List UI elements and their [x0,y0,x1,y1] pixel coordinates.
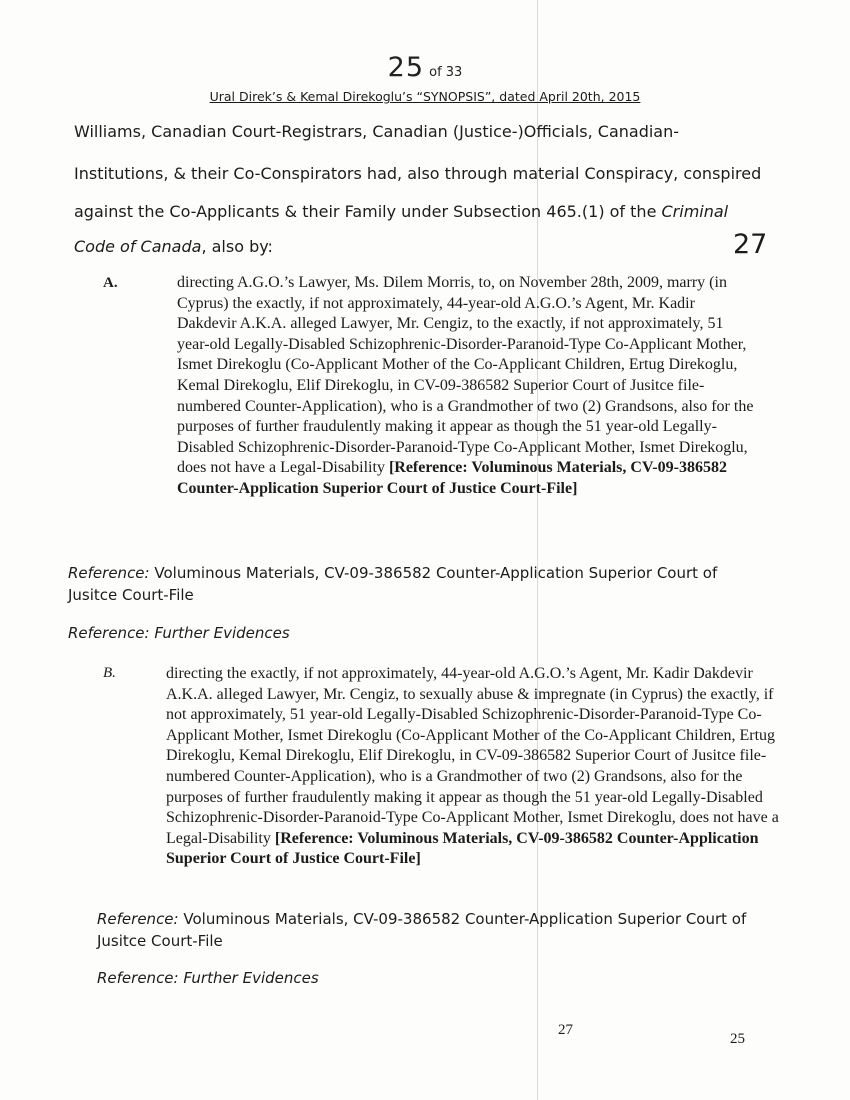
page-number-total: of 33 [429,65,463,80]
item-b-paragraph [166,664,792,870]
intro-line-4-tail: , also by: [201,237,273,256]
reference-b-1-label: Reference: [97,910,179,928]
item-a-text: directing A.G.O.’s Lawyer, Ms. Dilem Morris, to, on November 28th, 2009, marry (in Cyprus) the exactly, if not approximately, 44-year-old A.G.O.’s Agent, Mr. Kadir Dakdevir A.K.A. alleged Lawyer, Mr. Cengiz, to the exactly, if not approximately, 51 year-old Legally-Disabled Schizophrenic-Disorder-Paranoid-Type Co-Applicant Mother, Ismet Direkoglu (Co-Applicant Mother of the Co-Applicant Children, Ertug Direkoglu, Kemal Direkoglu, Elif Direkoglu, in CV-09-386582 Superior Court of Jusitce file-numbered Counter-Application), who is a Grandmother of two (2) Grandsons, also for the purposes of further fraudulently making it appear as though the 51 year-old Legally-Disabled Schizophrenic-Disorder-Paranoid-Type Co-Applicant Mother, Ismet Direkoglu, does not have a Legal-Disability [177,274,754,477]
item-a-paragraph [177,273,755,500]
intro-line-4 [74,237,273,256]
intro-line-3 [74,202,728,221]
reference-a-2-text: Further Evidences [154,624,290,642]
reference-b-2 [97,968,319,990]
item-a-bold-reference: [Reference: Voluminous Materials, CV-09-386582 Counter-Application Superior Court of Justice Court-File] [177,459,727,497]
reference-a-1-label: Reference: [68,564,150,582]
item-b-bold-reference: [Reference: Voluminous Materials, CV-09-386582 Counter-Application Superior Court of Justice Court-File] [166,829,759,868]
criminal-italic: Criminal [661,202,729,221]
intro-line-2: Institutions, & their Co-Conspirators had, also through material Conspiracy, conspired [74,164,762,183]
intro-line-3-text: against the Co-Applicants & their Family under Subsection 465.(1) of the [74,202,657,221]
item-b-text: directing the exactly, if not approximately, 44-year-old A.G.O.’s Agent, Mr. Kadir Dakdevir A.K.A. alleged Lawyer, Mr. Cengiz, to sexually abuse & impregnate (in Cyprus) the exactly, if not approximately, 51 year-old Legally-Disabled Schizophrenic-Disorder-Paranoid-Type Co-Applicant Mother, Ismet Direkoglu (Co-Applicant Mother of the Co-Applicant Children, Ertug Direkoglu, Kemal Direkoglu, Elif Direkoglu, in CV-09-386582 Superior Court of Jusitce file-numbered Counter-Application), who is a Grandmother of two (2) Grandsons, also for the purposes of further fraudulently making it appear as though the 51 year-old Legally-Disabled Schizophrenic-Disorder-Paranoid-Type Co-Applicant Mother, Ismet Direkoglu, does not have a Legal-Disability [166,665,779,847]
footer-center-number: 27 [558,1022,573,1038]
reference-b-2-label: Reference: [97,969,179,987]
page-number [0,52,850,83]
reference-a-2-label: Reference: [68,624,150,642]
code-of-canada-italic: Code of Canada [74,237,202,256]
reference-a-2 [68,623,290,645]
reference-b-2-text: Further Evidences [183,969,319,987]
reference-b-1-text: Voluminous Materials, CV-09-386582 Counter-Application Superior Court of Jusitce Court-File [97,910,747,950]
footer-right-number: 25 [730,1031,745,1047]
reference-a-1 [68,563,768,606]
reference-a-1-text: Voluminous Materials, CV-09-386582 Counter-Application Superior Court of Jusitce Court-File [68,564,718,604]
document-header-title: Ural Direk’s & Kemal Direkoglu’s “SYNOPSIS”, dated April 20th, 2015 [209,89,641,104]
item-b-letter: B. [103,665,116,681]
intro-line-1: Williams, Canadian Court-Registrars, Canadian (Justice-)Officials, Canadian- [74,122,680,141]
page-number-current: 25 [387,52,425,83]
item-a-letter: A. [103,275,118,291]
margin-page-number: 27 [733,229,768,260]
reference-b-1 [97,909,787,952]
